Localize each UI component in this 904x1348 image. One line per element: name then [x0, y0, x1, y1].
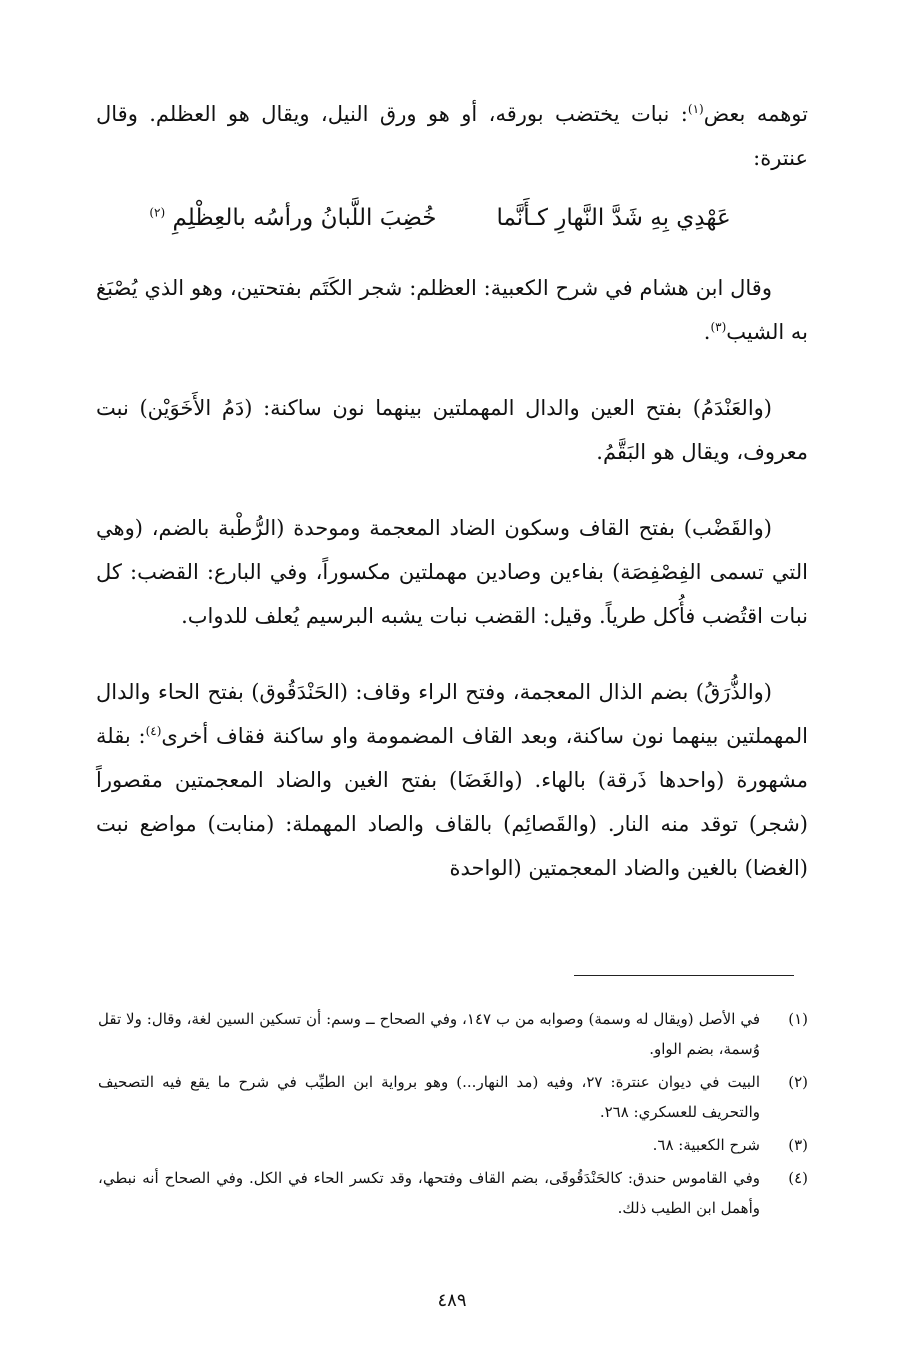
footnote-separator: [574, 975, 794, 976]
paragraph-2-text: وقال ابن هشام في شرح الكعبية: العظلم: شجر الكَتَم بفتحتين، وهو الذي يُصْبَغ به الشيب: [96, 276, 808, 344]
footnotes: [98, 1004, 808, 1226]
paragraph-4: (والقَضْب) بفتح القاف وسكون الضاد المعجمة وموحدة (الرُّطْبة بالضم، (وهي التي تسمى الفِصْفِصَة) بفاءين وصادين مهملتين مكسوراً، وفي البارع: القضب: كل نبات اقتُضب فأُكل طرياً. وقيل: القضب نبات يشبه البرسيم يُعلف للدواب.: [96, 516, 808, 628]
page-number: ٤٨٩: [437, 1290, 467, 1311]
footnote-number: (٣): [788, 1136, 808, 1154]
verse-second-hemistich: [149, 196, 436, 240]
footnote-ref-2: (٢): [149, 205, 166, 220]
paragraph-2-period: .: [703, 320, 711, 344]
footnote-3: [98, 1130, 808, 1160]
main-text: [96, 92, 808, 890]
footnote-ref-1: (١): [687, 102, 704, 116]
footnote-number: (١): [788, 1010, 808, 1028]
verse-second-hemistich-text: خُضِبَ اللَّبانُ ورأسُه بالعِظْلِمِ: [172, 205, 437, 231]
footnote-number: (٢): [788, 1073, 808, 1091]
footnote-number: (٤): [788, 1169, 808, 1187]
paragraph-1-end: : نبات يختضب بورقه، أو هو ورق النيل، ويقال هو العظلم. وقال عنترة:: [96, 102, 808, 170]
paragraph-1-start: توهمه بعض: [703, 102, 808, 126]
paragraph-5: [96, 670, 808, 890]
paragraph-5-start: (والذُّرَقُ) بضم الذال المعجمة، وفتح الراء وقاف: (الحَنْدَقُوق) بفتح الحاء والدال المهملتين بينهما نون ساكنة، وبعد القاف المضمومة واو ساكنة فقاف أخرى: [96, 680, 808, 748]
footnote-ref-3: (٣): [710, 320, 727, 334]
footnote-1: [98, 1004, 808, 1064]
footnote-4: [98, 1163, 808, 1223]
footnote-2: [98, 1067, 808, 1127]
verse-first-hemistich: عَهْدِي بِهِ شَدَّ النَّهارِ كـأَنَّما: [496, 205, 731, 231]
footnote-text: شرح الكعبية: ٦٨.: [652, 1136, 760, 1154]
footnote-text: وفي القاموس حندق: كالحَنْدَقُوقَى، بضم القاف وفتحها، وقد تكسر الحاء في الكل. وفي الصحاح أنه نبطي، وأهمل ابن الطيب ذلك.: [98, 1169, 760, 1217]
paragraph-3: (والعَنْدَمُ) بفتح العين والدال المهملتين بينهما نون ساكنة: (دَمُ الأَخَوَيْن) نبت معروف، ويقال هو البَقَّمُ.: [96, 396, 808, 464]
paragraph-5-end: : بقلة مشهورة (واحدها ذَرقة) بالهاء. (والغَضَا) بفتح الغين والضاد المعجمتين مقصوراً (شجر) توقد منه النار. (والقَصائِم) بالقاف والصاد المهملة: (منابت) مواضع نبت (الغضا) بالغين والضاد المعجمتين (الواحدة: [96, 724, 808, 880]
footnote-text: في الأصل (ويقال له وسمة) وصوابه من ب ١٤٧، وفي الصحاح ــ وسم: أن تسكين السين لغة، وقال: ولا تقل وُسمة، بضم الواو.: [98, 1010, 760, 1058]
footnote-ref-4: (٤): [145, 724, 162, 738]
poem-verse: [96, 196, 808, 240]
paragraph-1: [96, 92, 808, 180]
footnote-text: البيت في ديوان عنترة: ٢٧، وفيه (مد النهار...) وهو برواية ابن الطيِّب في شرح ما يقع فيه التصحيف والتحريف للعسكري: ٢٦٨.: [98, 1073, 760, 1121]
paragraph-2: [96, 266, 808, 354]
